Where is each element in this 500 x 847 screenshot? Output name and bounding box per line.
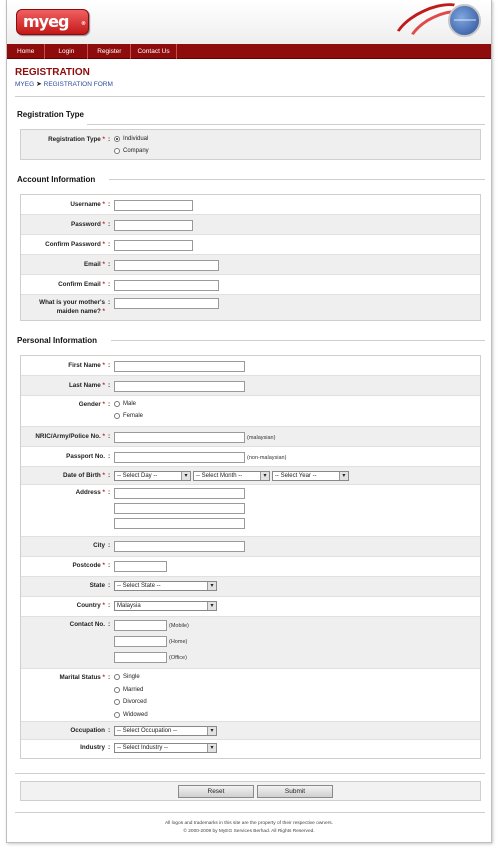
address-label: Address *: [75, 489, 105, 496]
nric-label: NRIC/Army/Police No. *: [35, 433, 105, 440]
marital-status-label: Marital Status *: [59, 674, 105, 681]
divider: [15, 812, 485, 813]
dob-day-select[interactable]: -- Select Day -- ▾: [114, 471, 191, 481]
username-input[interactable]: [114, 200, 193, 211]
radio-icon[interactable]: [114, 401, 120, 407]
dob-year-select[interactable]: -- Select Year -- ▾: [272, 471, 349, 481]
registration-type-group: Registration Type * : Individual Company: [20, 129, 481, 160]
radio-icon[interactable]: [114, 413, 120, 419]
last-name-label: Last Name *: [68, 382, 105, 389]
home-phone-input[interactable]: [114, 636, 167, 647]
globe-icon: [448, 4, 481, 37]
registration-type-label: Registration Type *: [48, 136, 105, 143]
radio-individual[interactable]: Individual: [114, 133, 480, 145]
footer-copyright-text: © 2000-2009 by MyEG Services Berhad. All Rights Reserved.: [183, 829, 315, 834]
header-decoration: [381, 0, 491, 44]
occupation-label: Occupation: [70, 727, 105, 734]
maiden-name-label: What is your mother's maiden name? *: [39, 299, 105, 315]
first-name-input[interactable]: [114, 361, 245, 372]
breadcrumb-current: REGISTRATION FORM: [43, 81, 113, 88]
passport-label: Passport No.: [66, 453, 105, 460]
address-line-2-input[interactable]: [114, 503, 245, 514]
passport-input[interactable]: [114, 452, 245, 463]
divider: [15, 96, 485, 97]
last-name-input[interactable]: [114, 381, 245, 392]
nav-home[interactable]: Home: [7, 44, 45, 59]
main-nav: [7, 44, 491, 59]
city-label: City: [93, 542, 105, 549]
radio-single[interactable]: Single: [114, 671, 480, 684]
postcode-input[interactable]: [114, 561, 167, 572]
first-name-label: First Name *: [68, 362, 105, 369]
section-heading-registration-type: Registration Type: [17, 110, 84, 119]
nav-register[interactable]: Register: [88, 44, 131, 59]
footer: [7, 820, 491, 836]
dob-month-select[interactable]: -- Select Month -- ▾: [193, 471, 270, 481]
state-label: State: [89, 582, 105, 589]
breadcrumb: [15, 80, 113, 88]
radio-icon[interactable]: [114, 699, 120, 705]
confirm-email-label: Confirm Email *: [58, 281, 105, 288]
confirm-email-input[interactable]: [114, 280, 219, 291]
country-label: Country *: [76, 602, 105, 609]
radio-married[interactable]: Married: [114, 684, 480, 697]
username-label: Username *: [70, 201, 105, 208]
nric-input[interactable]: [114, 432, 245, 443]
breadcrumb-home-link[interactable]: MYEG: [15, 81, 35, 88]
personal-form: First Name * : Last Name * : Gender * : Male Female NRIC/Army/Police No. * : (malaysian) Passport No. : (non-malaysian) Date of Birth * : -- Select Day -- ▾ -- Select Month -- ▾ -- Select Year -- ▾ Address * : City : Postcode * : State : -- Select State -- ▾ Country * : Malaysia ▾ Contact No. : (Mobile) (Home) (Office) Marital Status * : Single Married Divorced Widowed Occupation : -- Select Occupation -- ▾ Industry : -- Select Industry -- ▾: [20, 355, 481, 759]
site-header: [7, 0, 491, 44]
footer-trademark-text: All logos and trademarks in this site are the property of their respective owners.: [165, 821, 333, 826]
state-select[interactable]: -- Select State -- ▾: [114, 581, 217, 591]
password-label: Password *: [71, 221, 105, 228]
radio-company[interactable]: Company: [114, 145, 480, 157]
email-label: Email *: [83, 261, 105, 268]
reset-button[interactable]: Reset: [178, 785, 254, 798]
country-select[interactable]: Malaysia ▾: [114, 601, 217, 611]
confirm-password-input[interactable]: [114, 240, 193, 251]
nav-contact-us[interactable]: Contact Us: [131, 44, 176, 59]
divider: [87, 124, 485, 125]
radio-icon[interactable]: [114, 674, 120, 680]
confirm-password-label: Confirm Password *: [45, 241, 105, 248]
section-heading-personal: Personal Information: [17, 336, 98, 345]
account-form: Username * : Password * : Confirm Password * : Email * : Confirm Email * : What is your mother's maiden name? * :: [20, 194, 481, 321]
postcode-label: Postcode *: [72, 562, 105, 569]
dob-label: Date of Birth *: [63, 472, 105, 479]
maiden-name-input[interactable]: [114, 298, 219, 309]
city-input[interactable]: [114, 541, 245, 552]
radio-icon[interactable]: [114, 148, 120, 154]
section-heading-account: Account Information: [17, 175, 96, 184]
form-actions: [20, 781, 481, 801]
divider: [15, 773, 485, 774]
breadcrumb-arrow-icon: ➤: [35, 81, 42, 88]
address-line-3-input[interactable]: [114, 518, 245, 529]
mobile-input[interactable]: [114, 620, 167, 631]
office-phone-input[interactable]: [114, 652, 167, 663]
contact-no-label: Contact No.: [69, 621, 105, 628]
gender-label: Gender *: [78, 401, 105, 408]
radio-divorced[interactable]: Divorced: [114, 696, 480, 709]
address-line-1-input[interactable]: [114, 488, 245, 499]
divider: [111, 340, 485, 341]
page-frame: [6, 0, 492, 843]
occupation-select[interactable]: -- Select Occupation -- ▾: [114, 726, 217, 736]
radio-icon[interactable]: [114, 687, 120, 693]
submit-button[interactable]: Submit: [257, 785, 333, 798]
industry-select[interactable]: -- Select Industry -- ▾: [114, 743, 217, 753]
radio-male[interactable]: Male: [114, 398, 480, 410]
radio-selected-icon[interactable]: [114, 136, 120, 142]
nav-login[interactable]: Login: [45, 44, 88, 59]
radio-female[interactable]: Female: [114, 410, 480, 422]
industry-label: Industry: [80, 744, 105, 751]
radio-widowed[interactable]: Widowed: [114, 709, 480, 722]
myeg-logo[interactable]: myeg ®: [16, 9, 89, 35]
email-input[interactable]: [114, 260, 219, 271]
page-title: REGISTRATION: [15, 67, 90, 78]
password-input[interactable]: [114, 220, 193, 231]
radio-icon[interactable]: [114, 712, 120, 718]
divider: [109, 179, 485, 180]
